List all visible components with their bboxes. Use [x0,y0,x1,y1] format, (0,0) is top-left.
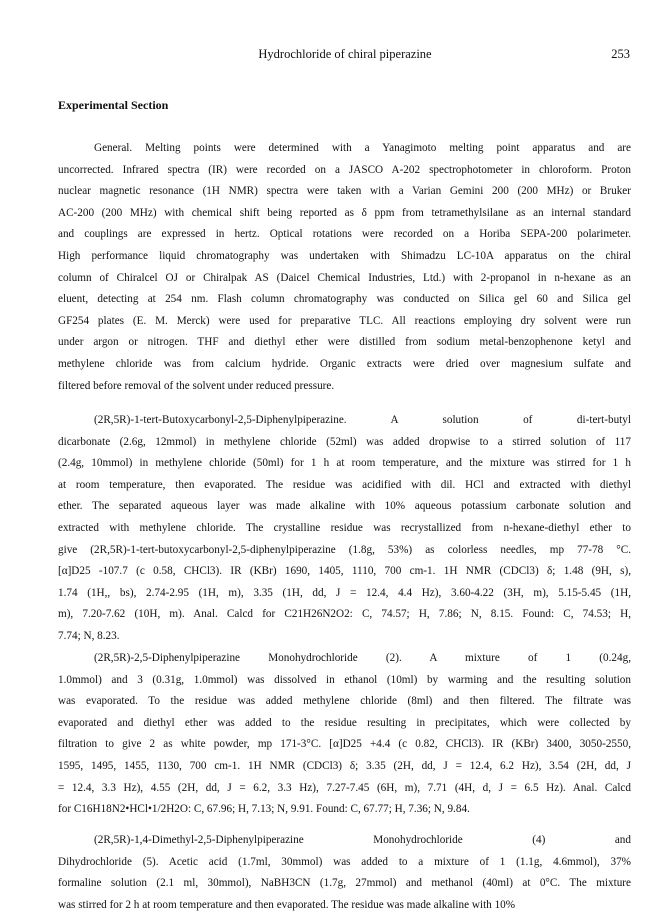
text-line: m), 7.20-7.62 (10H, m). Anal. Calcd for C21H26N2O2: C, 74.57; H, 7.86; N, 8.15. Found: C, 74.53; H, [58,608,631,621]
text-line: eluent, detecting at 254 nm. Flash column chromatography was conducted on Silica gel 60 and Silica gel [58,293,631,306]
text-line: was evaporated. To the residue was added methylene chloride (8ml) and then filtered. The filtrate was [58,695,631,708]
text-line: 1.74 (1H,, bs), 2.74-2.95 (1H, m), 3.35 (1H, dd, J = 12.4, 4.4 Hz), 3.60-4.22 (3H, m), 5.15-5.45 (1H, [58,586,631,599]
paragraph-general [58,138,631,397]
paragraph-compound-4 [58,830,631,916]
paragraph-compound-2 [58,648,631,821]
section-title: Experimental Section [58,98,169,112]
text-line: filtered before removal of the solvent under reduced pressure. [58,379,335,392]
text-line: nuclear magnetic resonance (1H NMR) spectra were taken with a Varian Gemini 200 (200 MHz) or Bruker [58,185,631,198]
text-line: extracted with methylene chloride. The crystalline residue was recrystallized from n-hexane-diethyl ether to [58,521,631,534]
text-line: dicarbonate (2.6g, 12mmol) in methylene chloride (52ml) was added dropwise to a stirred solution of 117 [58,435,631,448]
text-line: 7.74; N, 8.23. [58,629,120,642]
text-line: (2R,5R)-1,4-Dimethyl-2,5-Diphenylpiperazine Monohydrochloride (4) and [94,834,631,846]
text-line: uncorrected. Infrared spectra (IR) were recorded on a JASCO A-202 spectrophotometer in chloroform. Proton [58,163,631,176]
text-line: [α]D25 -107.7 (c 0.58, CHCl3). IR (KBr) 1690, 1405, 1110, 700 cm-1. 1H NMR (CDCl3) δ; 1.48 (9H, s), [58,565,631,578]
text-line: filtration to give 2 as white powder, mp 171-3°C. [α]D25 +4.4 (c 0.82, CHCl3). IR (KBr) 3400, 3050-2550, [58,738,631,751]
page-number: 253 [611,47,630,61]
paragraph-compound-1 [58,410,631,648]
text-line: under argon or nitrogen. THF and diethyl ether were distilled from sodium metal-benzophenone ketyl and [58,336,631,349]
text-line: column of Chiralcel OJ or Chiralpak AS (Daicel Chemical Industries, Ltd.) with 2-propanol in n-hexane as an [58,271,631,284]
text-line: 1.0mmol) and 3 (0.31g, 1.0mmol) was dissolved in ethanol (10ml) by warming and the resulting solution [58,673,631,686]
text-line: Dihydrochloride (5). Acetic acid (1.7ml, 30mmol) was added to a mixture of 1 (1.1g, 4.6mmol), 37% [58,855,631,868]
text-line: = 12.4, 3.3 Hz), 4.55 (2H, dd, J = 6.2, 3.3 Hz), 7.27-7.45 (6H, m), 7.71 (4H, d, J = 6.5 Hz). Anal. Calcd [58,781,631,794]
text-line: for C16H18N2•HCl•1/2H2O: C, 67.96; H, 7.13; N, 9.91. Found: C, 67.77; H, 7.36; N, 9.84. [58,803,470,816]
text-line: (2R,5R)-2,5-Diphenylpiperazine Monohydrochloride (2). A mixture of 1 (0.24g, [94,652,631,664]
text-line: GF254 plates (E. M. Merck) were used for preparative TLC. All reactions employing dry solvent were run [58,314,631,327]
text-line: 1595, 1495, 1455, 1130, 700 cm-1. 1H NMR (CDCl3) δ; 3.35 (2H, dd, J = 12.4, 6.2 Hz), 3.54 (2H, dd, J [58,759,631,772]
text-line: AC-200 (200 MHz) with chemical shift being reported as δ ppm from tetramethylsilane as an internal standard [58,206,631,219]
text-line: ether. The separated aqueous layer was made alkaline with 10% aqueous potassium carbonate solution and [58,500,631,513]
text-line: High performance liquid chromatography was undertaken with Shimadzu LC-10A apparatus on the chiral [58,249,631,262]
text-line: formaline solution (2.1 ml, 30mmol), NaBH3CN (1.7g, 27mmol) and methanol (40ml) at 0°C. The mixture [58,877,631,890]
running-title: Hydrochloride of chiral piperazine [258,47,432,61]
text-line: methylene chloride was from calcium hydride. Organic extracts were dried over magnesium sulfate and [58,357,631,370]
text-line: General. Melting points were determined with a Yanagimoto melting point apparatus and are [94,142,631,154]
text-line: give (2R,5R)-1-tert-butoxycarbonyl-2,5-diphenylpiperazine (1.8g, 53%) as colorless needles, mp 77-78 °C. [58,543,631,556]
text-line: was stirred for 2 h at room temperature and then evaporated. The residue was made alkaline with 10% [58,898,516,911]
text-line: at room temperature, then evaporated. The residue was acidified with dil. HCl and extracted with diethyl [58,478,631,491]
text-line: (2R,5R)-1-tert-Butoxycarbonyl-2,5-Diphenylpiperazine. A solution of di-tert-butyl [94,414,631,426]
text-line: evaporated and diethyl ether was added to the residue resulting in precipitates, which were collected by [58,716,631,729]
text-line: (2.4g, 10mmol) in methylene chloride (50ml) for 1 h at room temperature, and the mixture was stirred for 1 h [58,457,631,470]
page-header [60,47,630,67]
text-line: and couplings are expressed in hertz. Optical rotations were recorded on a Horiba SEPA-200 polarimeter. [58,228,631,241]
